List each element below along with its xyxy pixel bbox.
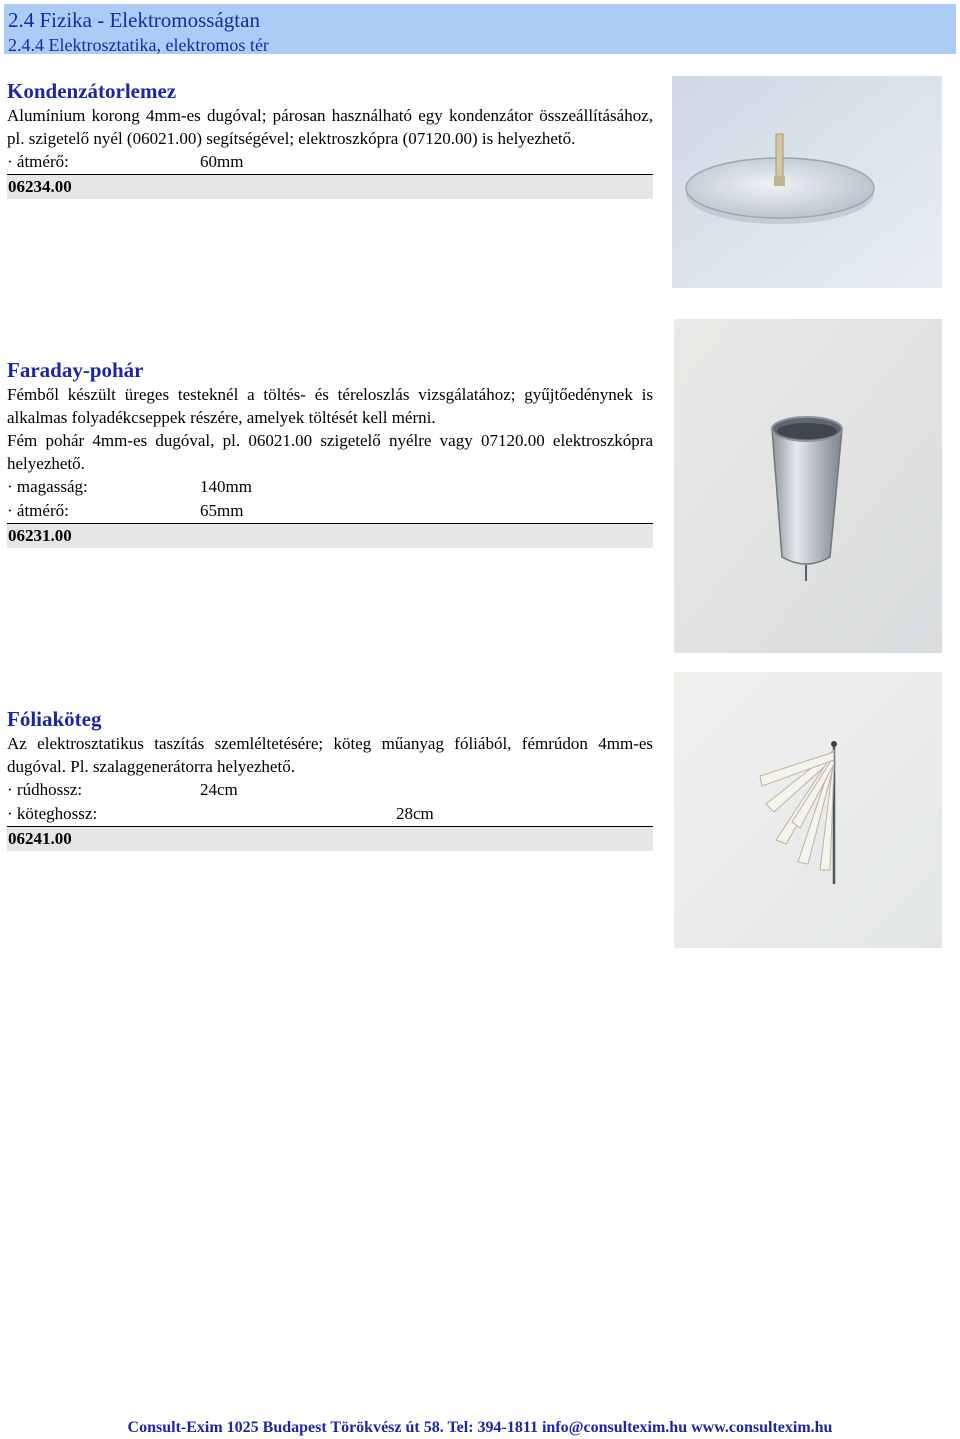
foil-bundle-photo [674, 672, 942, 948]
spec-label: · átmérő: [7, 152, 69, 171]
product-capacitor-plate [7, 78, 653, 199]
capacitor-plate-photo [672, 76, 942, 288]
product-description: Alumínium korong 4mm-es dugóval; párosan használható egy kondenzátor összeállításához, pl. szigetelő nyél (06021.00) segítségével; elektroszkópra (07120.00) is helyezhető. [7, 106, 653, 148]
product-code: 06231.00 [7, 523, 653, 548]
faraday-cup-photo [674, 319, 942, 653]
product-title: Fóliaköteg [7, 707, 102, 731]
spec-row-height [7, 475, 653, 499]
spec-value: 28cm [396, 804, 434, 823]
product-faraday-cup [7, 357, 653, 548]
spec-row-rod-length [7, 778, 653, 802]
chapter-title: 2.4 Fizika - Elektromosságtan [8, 8, 260, 32]
product-foil-bundle [7, 706, 653, 851]
product-mounting-note: Fém pohár 4mm-es dugóval, pl. 06021.00 szigetelő nyélre vagy 07120.00 elektroszkópra helyezhető. [7, 431, 653, 473]
spec-label: · köteghossz: [7, 804, 98, 823]
page-footer: Consult-Exim 1025 Budapest Törökvész út 58. Tel: 394-1811 info@consultexim.hu www.consultexim.hu [127, 1419, 833, 1436]
product-code: 06234.00 [7, 174, 653, 199]
product-title: Faraday-pohár [7, 358, 144, 382]
product-description: Az elektrosztatikus taszítás szemléltetésére; köteg műanyag fóliából, fémrúdon 4mm-es dugóval. Pl. szalaggenerátorra helyezhető. [7, 734, 653, 776]
spec-row-diameter [7, 150, 653, 174]
spec-row-bundle-length [7, 802, 653, 826]
spec-label: · rúdhossz: [7, 780, 83, 799]
spec-label: · átmérő: [7, 501, 69, 520]
spec-value: 140mm [200, 477, 252, 496]
spec-value: 60mm [200, 152, 244, 171]
product-description: Fémből készült üreges testeknél a töltés- és téreloszlás vizsgálatához; gyűjtőedénynek is alkalmas folyadékcseppek részére, amelyek töltését kell mérni. [7, 385, 653, 427]
product-title: Kondenzátorlemez [7, 79, 177, 103]
subchapter-title: 2.4.4 Elektrosztatika, elektromos tér [8, 35, 269, 55]
spec-value: 65mm [200, 501, 244, 520]
spec-value: 24cm [200, 780, 238, 799]
product-code: 06241.00 [7, 826, 653, 851]
section-header [4, 4, 956, 54]
spec-row-diameter [7, 499, 653, 523]
spec-label: · magasság: [7, 477, 88, 496]
